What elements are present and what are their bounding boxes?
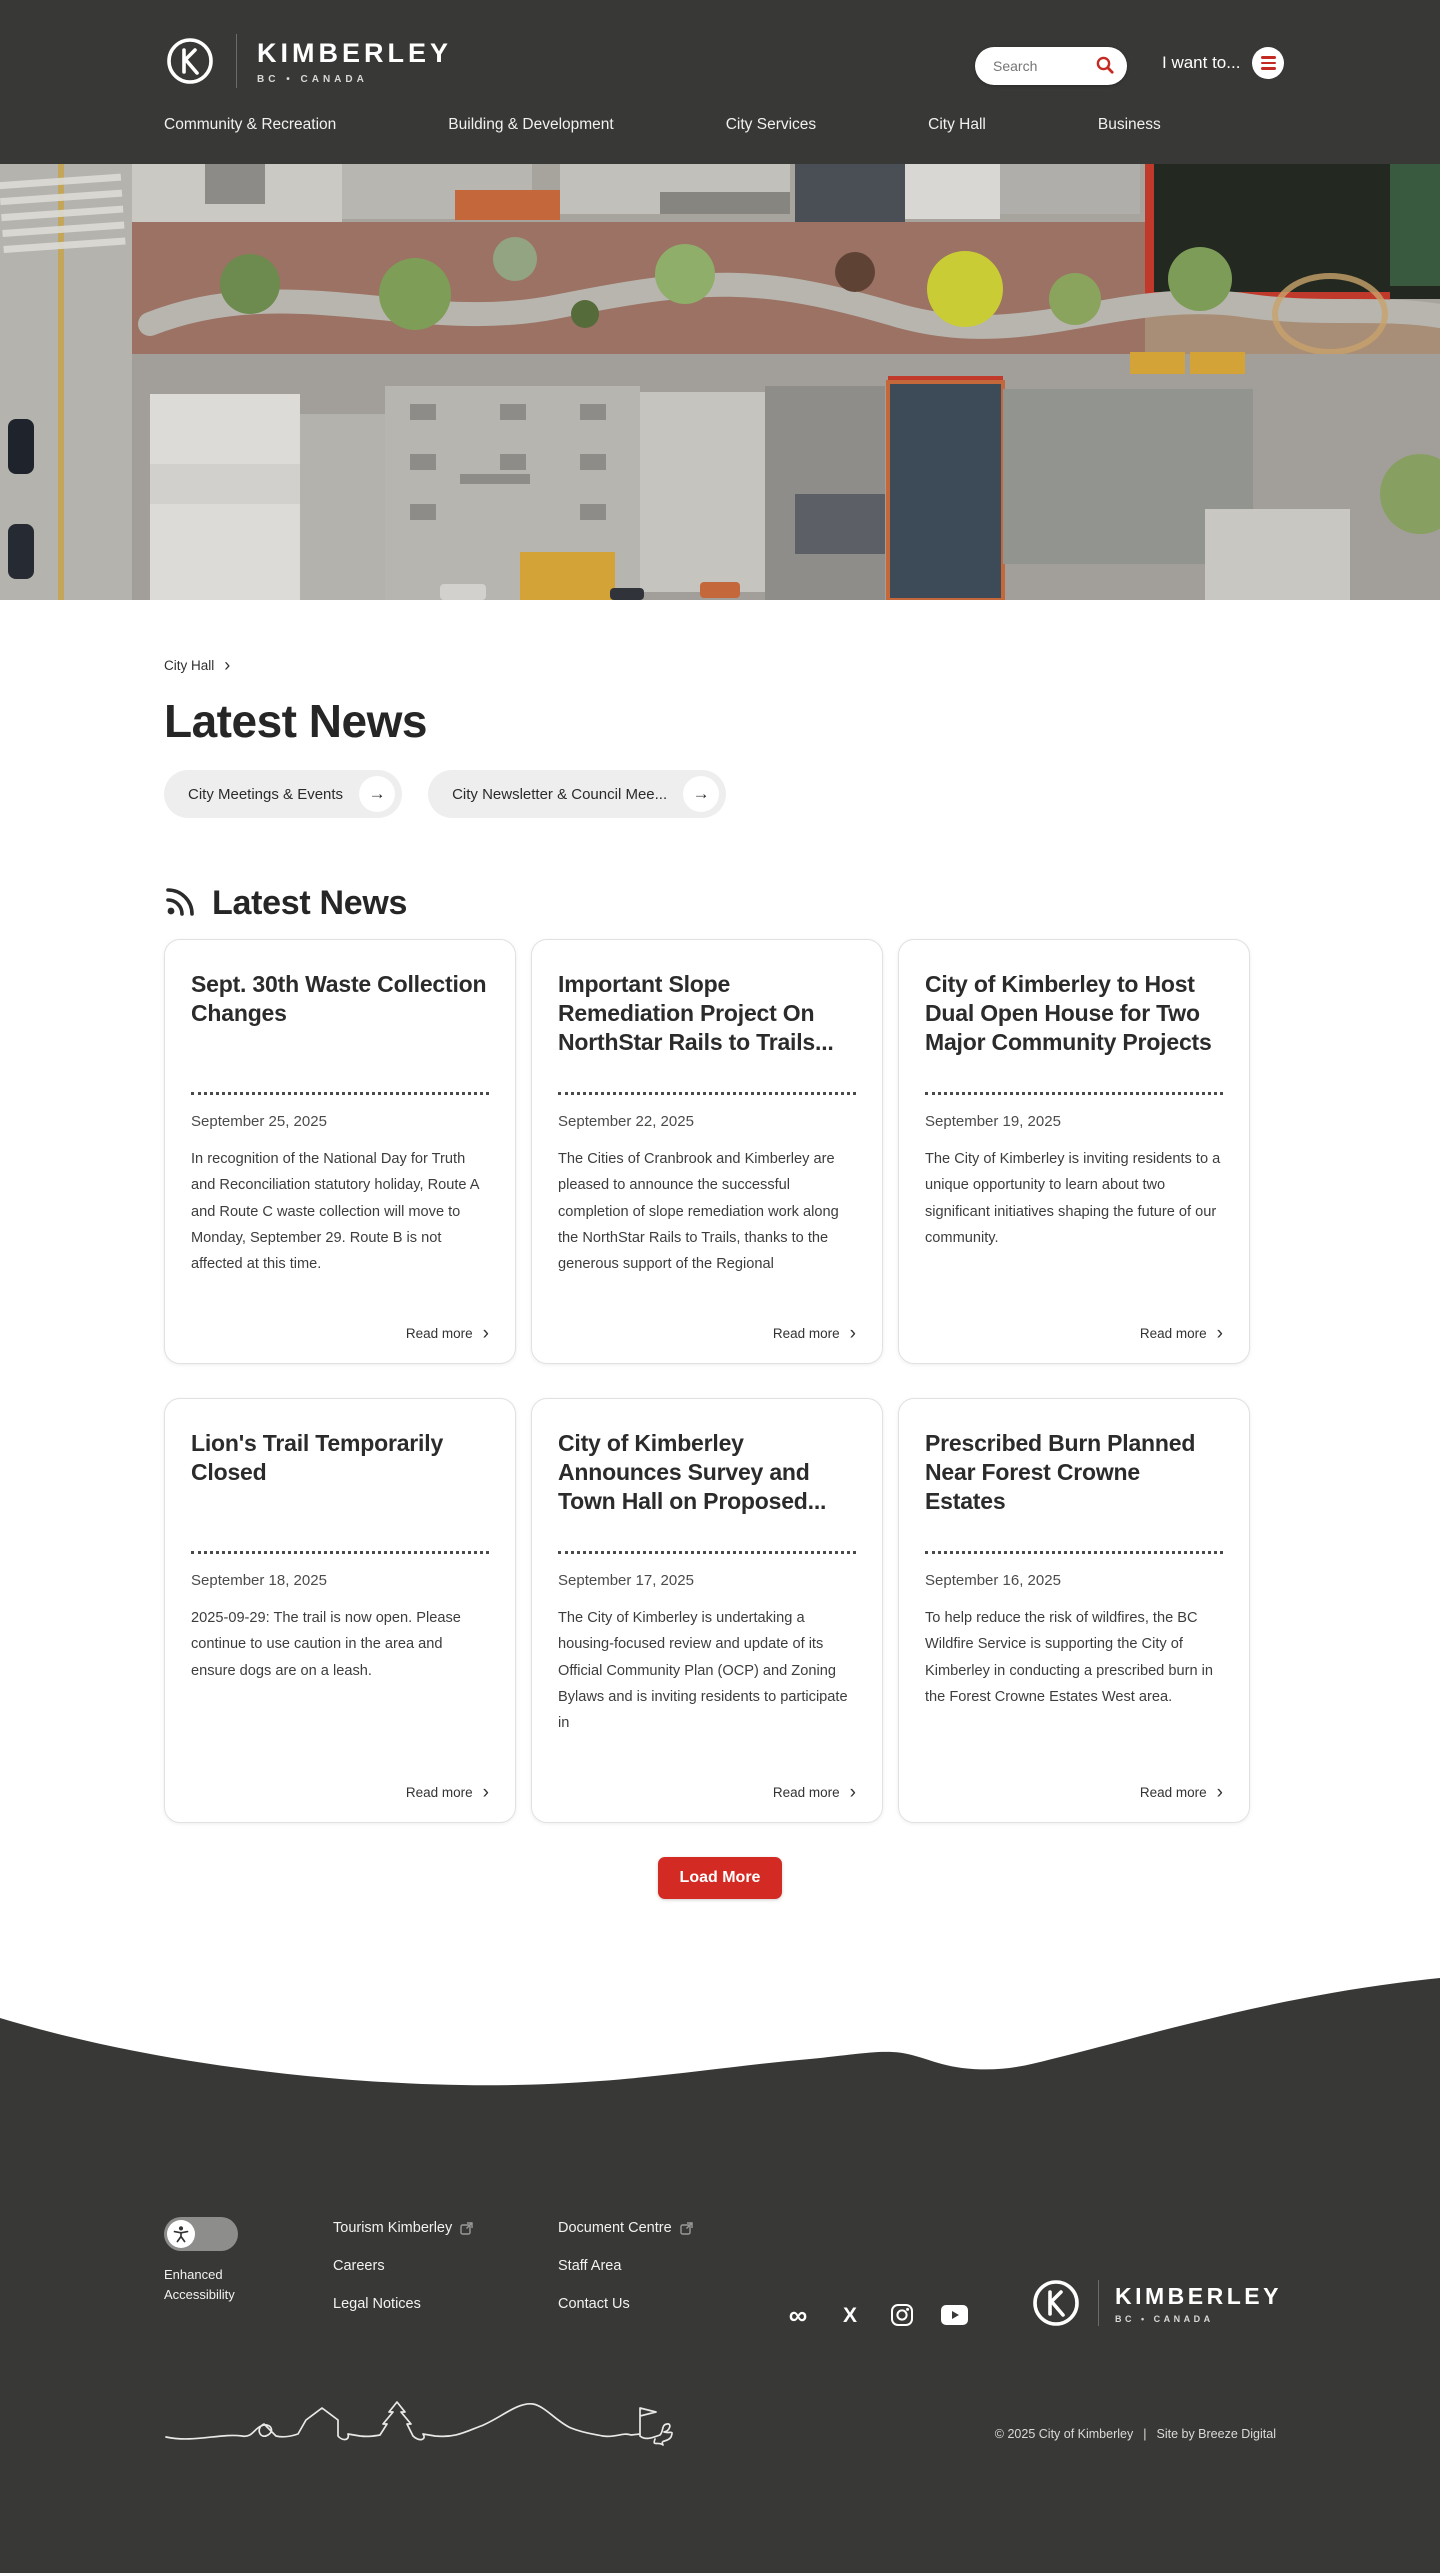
footer-links-column-1: [333, 2220, 473, 2312]
news-card-date: September 25, 2025: [191, 1113, 327, 1130]
social-links: [784, 2301, 968, 2329]
news-card-excerpt: The Cities of Cranbrook and Kimberley are pleased to announce the successful completion of slope remediation work along the NorthStar Rails to Trails, thanks to the generous support of the Regional: [558, 1151, 839, 1273]
search-box[interactable]: [975, 47, 1127, 85]
footer-wave-divider: [0, 1975, 1440, 2105]
chevron-right-icon: ›: [849, 1782, 856, 1803]
footer-link-tourism-kimberley[interactable]: Tourism Kimberley: [333, 2220, 473, 2236]
news-card-excerpt: The City of Kimberley is inviting residents to a unique opportunity to learn about two significant initiatives shaping the future of our community.: [925, 1151, 1221, 1246]
news-card-date: September 18, 2025: [191, 1572, 327, 1589]
brand-tagline: BC • CANADA: [1115, 2313, 1214, 2324]
news-card-title: Important Slope Remediation Project On NorthStar Rails to Trails...: [558, 971, 834, 1056]
i-want-to-menu[interactable]: [1162, 47, 1284, 79]
footer-links-column-2: [558, 2220, 693, 2312]
footer-link-staff-area[interactable]: Staff Area: [558, 2258, 622, 2274]
section-title: Latest News: [212, 884, 408, 922]
nav-item-city-services[interactable]: City Services: [725, 116, 817, 133]
brand-tagline: BC • CANADA: [257, 73, 368, 85]
kimberley-logo-icon: [164, 35, 216, 87]
accessibility-icon: [167, 2220, 195, 2248]
main-nav: [164, 116, 1161, 134]
news-card-title: City of Kimberley Announces Survey and Town Hall on Proposed...: [558, 1430, 827, 1515]
dotted-divider: [925, 1092, 1223, 1095]
read-more-link[interactable]: Read more ›: [1139, 1782, 1223, 1803]
chevron-right-icon: ›: [1216, 1782, 1223, 1803]
page-title: Latest News: [164, 695, 427, 747]
accessibility-control: [164, 2217, 274, 2305]
footer-logo[interactable]: [1030, 2277, 1282, 2329]
site-footer: [0, 2105, 1440, 2573]
accessibility-label: Enhanced Accessibility: [164, 2267, 235, 2303]
load-more-button[interactable]: Load More: [658, 1857, 783, 1899]
news-card-date: September 19, 2025: [925, 1113, 1061, 1130]
read-more-link[interactable]: Read more ›: [772, 1782, 856, 1803]
copyright-text: © 2025 City of Kimberley | Site by Breeze Digital: [994, 2427, 1276, 2441]
dotted-divider: [191, 1551, 489, 1554]
latest-news-section-header: [164, 884, 1276, 923]
news-card-excerpt: The City of Kimberley is undertaking a housing-focused review and update of its Official Community Plan (OCP) and Zoning Bylaws and is inviting residents to participate in: [558, 1610, 848, 1732]
breadcrumb-city-hall[interactable]: City Hall: [164, 657, 215, 673]
city-newsletter-button[interactable]: City Newsletter & Council Mee... →: [428, 770, 726, 818]
arrow-right-icon: →: [359, 776, 395, 812]
news-card-title: Prescribed Burn Planned Near Forest Crowne Estates: [925, 1430, 1196, 1515]
instagram-icon[interactable]: [888, 2301, 916, 2329]
news-card[interactable]: [164, 939, 516, 1364]
read-more-link[interactable]: Read more ›: [772, 1323, 856, 1344]
logo-divider: [1098, 2280, 1099, 2326]
external-link-icon: [460, 2222, 473, 2235]
read-more-link[interactable]: Read more ›: [1139, 1323, 1223, 1344]
chevron-right-icon: ›: [1216, 1323, 1223, 1344]
search-icon: [1095, 55, 1115, 78]
read-more-link[interactable]: Read more ›: [405, 1782, 489, 1803]
city-meetings-events-button[interactable]: City Meetings & Events →: [164, 770, 402, 818]
news-card-date: September 17, 2025: [558, 1572, 694, 1589]
nav-item-community-recreation[interactable]: Community & Recreation: [164, 116, 337, 133]
footer-link-document-centre[interactable]: Document Centre: [558, 2220, 693, 2236]
news-card-excerpt: 2025-09-29: The trail is now open. Please continue to use caution in the area and ensure dogs are on a leash.: [191, 1610, 461, 1679]
news-card-excerpt: In recognition of the National Day for Truth and Reconciliation statutory holiday, Route A and Route C waste collection will move to Monday, September 29. Route B is not affected at this time.: [191, 1151, 479, 1273]
mountain-doodle-illustration: [164, 2395, 674, 2453]
hero-aerial-illustration: [0, 164, 1440, 600]
accessibility-toggle[interactable]: [164, 2217, 238, 2251]
brand-name: KIMBERLEY: [1115, 2282, 1282, 2309]
menu-list-icon: [1252, 47, 1284, 79]
x-twitter-icon[interactable]: X: [842, 2303, 857, 2327]
breadcrumb: [164, 600, 1276, 674]
news-card[interactable]: [531, 939, 883, 1364]
news-card[interactable]: [164, 1398, 516, 1823]
news-card-date: September 16, 2025: [925, 1572, 1061, 1589]
dotted-divider: [558, 1092, 856, 1095]
dotted-divider: [191, 1092, 489, 1095]
nav-item-business[interactable]: Business: [1097, 116, 1161, 133]
news-card[interactable]: [531, 1398, 883, 1823]
dotted-divider: [558, 1551, 856, 1554]
dotted-divider: [925, 1551, 1223, 1554]
chevron-right-icon: ›: [224, 655, 231, 675]
youtube-icon[interactable]: [940, 2301, 968, 2329]
brand-name: KIMBERLEY: [257, 37, 453, 68]
news-cards-grid: [164, 939, 1276, 1823]
nav-item-city-hall[interactable]: City Hall: [928, 116, 986, 133]
hero-image: [0, 164, 1440, 600]
site-header: [0, 0, 1440, 164]
rss-icon: [164, 884, 198, 923]
search-button[interactable]: [1093, 54, 1117, 78]
search-input[interactable]: [993, 58, 1093, 74]
external-link-icon: [680, 2222, 693, 2235]
chevron-right-icon: ›: [482, 1323, 489, 1344]
news-card-excerpt: To help reduce the risk of wildfires, the BC Wildfire Service is supporting the City of Kimberley in conducting a prescribed burn in the Forest Crowne Estates West area.: [925, 1610, 1213, 1705]
news-card-title: City of Kimberley to Host Dual Open House for Two Major Community Projects: [925, 971, 1212, 1056]
site-logo[interactable]: [164, 34, 452, 88]
footer-link-careers[interactable]: Careers: [333, 2258, 385, 2274]
chevron-right-icon: ›: [482, 1782, 489, 1803]
chevron-right-icon: ›: [849, 1323, 856, 1344]
quick-links: [164, 770, 1276, 818]
footer-link-contact-us[interactable]: Contact Us: [558, 2296, 630, 2312]
meta-icon[interactable]: ∞: [788, 2300, 808, 2330]
news-card[interactable]: [898, 1398, 1250, 1823]
news-card-title: Sept. 30th Waste Collection Changes: [191, 971, 487, 1027]
main-content: [0, 600, 1440, 1975]
logo-divider: [236, 34, 237, 88]
i-want-to-label: I want to...: [1162, 53, 1241, 72]
kimberley-logo-icon: [1030, 2277, 1082, 2329]
footer-link-legal-notices[interactable]: Legal Notices: [333, 2296, 421, 2312]
news-card[interactable]: [898, 939, 1250, 1364]
news-card-title: Lion's Trail Temporarily Closed: [191, 1430, 444, 1486]
news-card-date: September 22, 2025: [558, 1113, 694, 1130]
nav-item-building-development[interactable]: Building & Development: [448, 116, 614, 133]
arrow-right-icon: →: [683, 776, 719, 812]
read-more-link[interactable]: Read more ›: [405, 1323, 489, 1344]
